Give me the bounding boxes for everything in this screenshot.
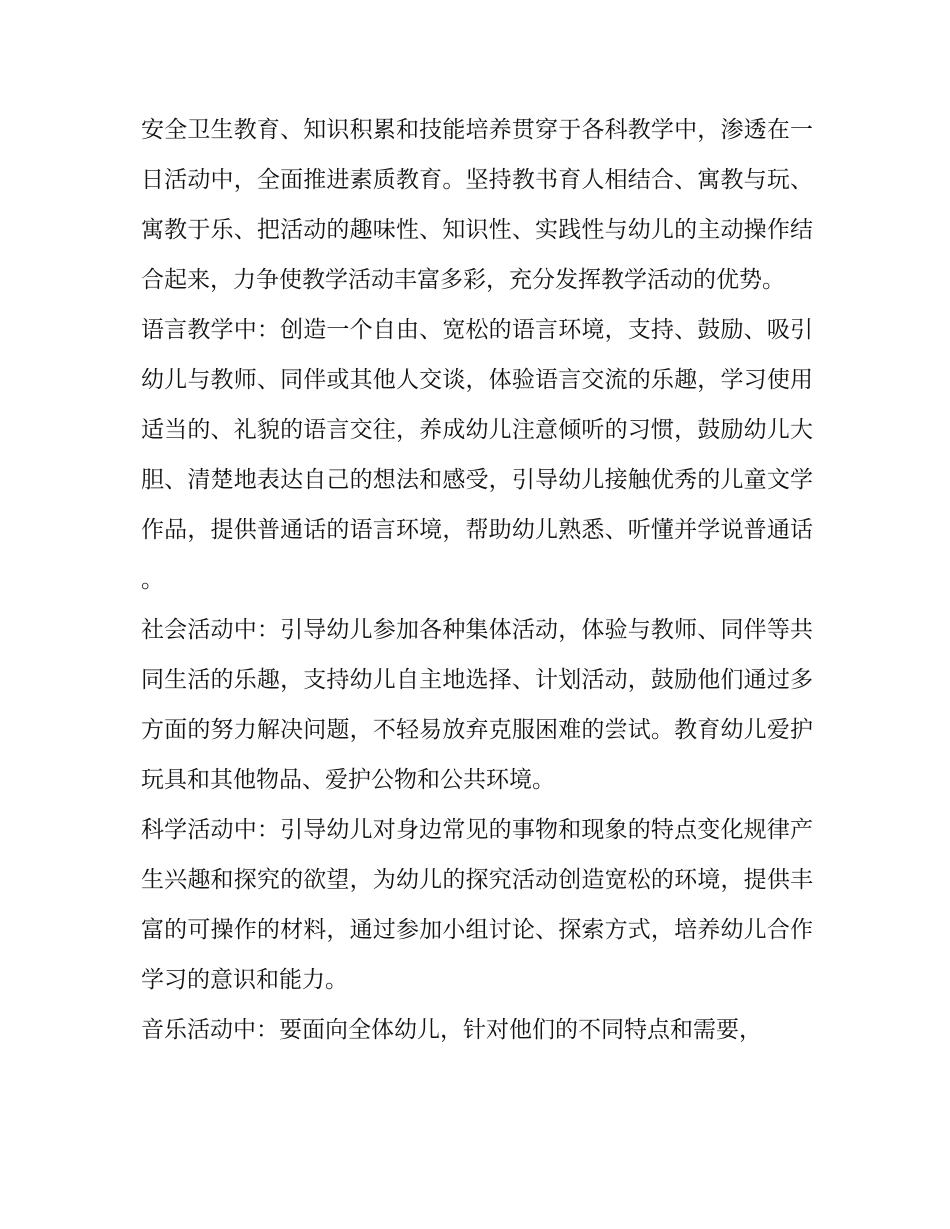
document-body — [141, 105, 813, 1055]
paragraph-social-activities: 社会活动中：引导幼儿参加各种集体活动，体验与教师、同伴等共同生活的乐趣，支持幼儿自主地选择、计划活动，鼓励他们通过多方面的努力解决问题，不轻易放弃克服困难的尝试。教育幼儿爱护玩具和其他物品、爱护公物和公共环境。 — [141, 617, 813, 793]
paragraph-safety-education: 安全卫生教育、知识积累和技能培养贯穿于各科教学中，渗透在一日活动中，全面推进素质教育。坚持教书育人相结合、寓教与玩、寓教于乐、把活动的趣味性、知识性、实践性与幼儿的主动操作结合起来，力争使教学活动丰富多彩，充分发挥教学活动的优势。 — [141, 117, 813, 293]
paragraph-science-activities: 科学活动中：引导幼儿对身边常见的事物和现象的特点变化规律产生兴趣和探究的欲望，为幼儿的探究活动创造宽松的环境，提供丰富的可操作的材料，通过参加小组讨论、探索方式，培养幼儿合作学习的意识和能力。 — [141, 817, 813, 993]
paragraph-music-activities: 音乐活动中：要面向全体幼儿，针对他们的不同特点和需要， — [141, 1017, 762, 1043]
paragraph-language-teaching: 语言教学中：创造一个自由、宽松的语言环境，支持、鼓励、吸引幼儿与教师、同伴或其他人交谈，体验语言交流的乐趣，学习使用适当的、礼貌的语言交往，养成幼儿注意倾听的习惯，鼓励幼儿大胆、清楚地表达自己的想法和感受，引导幼儿接触优秀的儿童文学作品，提供普通话的语言环境，帮助幼儿熟悉、听懂并学说普通话。 — [141, 317, 813, 593]
